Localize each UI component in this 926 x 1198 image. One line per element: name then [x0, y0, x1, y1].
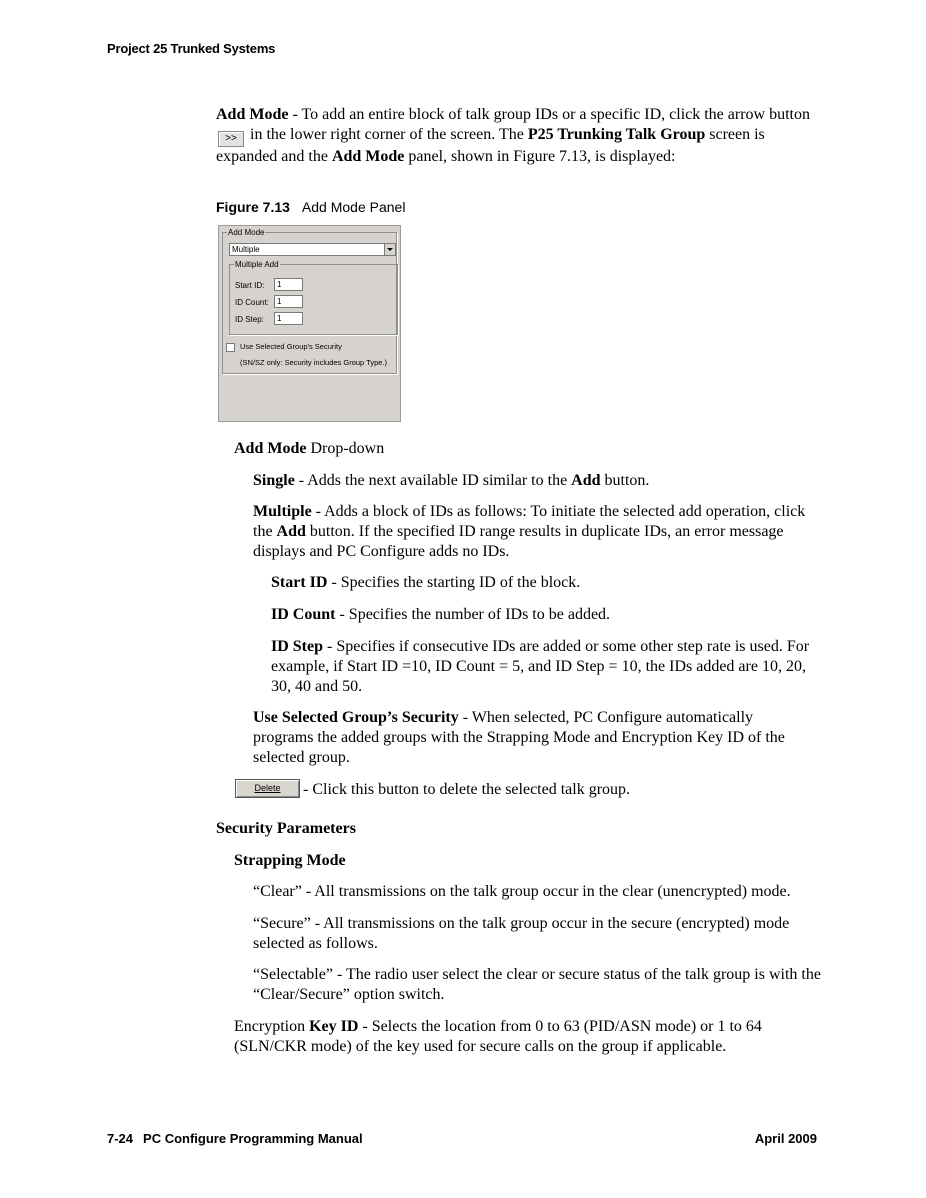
start-id-label: Start ID: [235, 281, 265, 290]
intro-paragraph: Add Mode - To add an entire block of talk group IDs or a specific ID, click the arrow button >> in the lower right corner of the screen. The P25 Trunking Talk Group screen is expanded and the Add Mode panel, shown in Figure 7.13, is displayed: [216, 106, 810, 165]
running-header: Project 25 Trunked Systems [107, 41, 276, 56]
security-parameters-heading: Security Parameters [216, 820, 356, 837]
footer-left [107, 1131, 363, 1146]
multiple-paragraph: Multiple - Adds a block of IDs as follows: To initiate the selected add operation, click the Add button. If the specified ID range results in duplicate IDs, an error message displays and PC Configure adds no IDs. [253, 503, 806, 560]
footer-date: April 2009 [754, 1131, 817, 1146]
add-mode-groupbox [222, 228, 397, 374]
id-step-paragraph: ID Step - Specifies if consecutive IDs are added or some other step rate is used. For example, if Start ID =10, ID Count = 5, and ID Step = 10, the IDs added are 10, 20, 30, 40 and 50. [271, 638, 810, 695]
page-number: 7-24 [107, 1131, 134, 1146]
use-selected-group-security-checkbox[interactable] [226, 343, 235, 352]
manual-title: PC Configure Programming Manual [143, 1131, 363, 1146]
security-note: (SN/SZ only: Security includes Group Type.) [240, 358, 388, 367]
encryption-key-id-paragraph: Encryption Key ID - Selects the location from 0 to 63 (PID/ASN mode) or 1 to 64 (SLN/CKR mode) of the key used for secure calls on the group if applicable. [234, 1018, 762, 1055]
delete-description: - Click this button to delete the selected talk group. [303, 781, 631, 798]
strapping-mode-heading: Strapping Mode [234, 852, 346, 869]
single-paragraph: Single - Adds the next available ID similar to the Add button. [253, 472, 650, 489]
id-step-input[interactable]: 1 [274, 312, 303, 325]
add-mode-dropdown[interactable] [229, 243, 396, 256]
secure-paragraph: “Secure” - All transmissions on the talk group occur in the secure (encrypted) mode selected as follows. [253, 915, 790, 952]
use-selected-group-security-paragraph: Use Selected Group’s Security - When selected, PC Configure automatically programs the added groups with the Strapping Mode and Encryption Key ID of the selected group. [253, 709, 785, 766]
use-selected-group-security-label: Use Selected Group's Security [240, 342, 342, 351]
multiple-add-groupbox [229, 260, 398, 335]
add-mode-panel [218, 225, 401, 422]
expand-arrow-button[interactable]: >> [218, 131, 244, 147]
figure-caption [216, 199, 405, 215]
selectable-paragraph: “Selectable” - The radio user select the clear or secure status of the talk group is with the “Clear/Secure” option switch. [253, 966, 821, 1003]
add-mode-selected-value: Multiple [232, 245, 260, 254]
id-count-paragraph: ID Count - Specifies the number of IDs to be added. [271, 606, 611, 623]
clear-paragraph: “Clear” - All transmissions on the talk group occur in the clear (unencrypted) mode. [253, 883, 791, 900]
add-mode-group-label: Add Mode [228, 228, 265, 237]
id-step-label: ID Step: [235, 315, 264, 324]
add-mode-dropdown-heading: Add Mode Drop-down [234, 440, 385, 457]
figure-title: Add Mode Panel [301, 199, 406, 215]
start-id-paragraph: Start ID - Specifies the starting ID of the block. [271, 574, 581, 591]
multiple-add-label: Multiple Add [235, 260, 279, 269]
term-add-mode: Add Mode [216, 106, 289, 123]
chevron-down-icon[interactable] [384, 244, 395, 255]
id-count-label: ID Count: [235, 298, 269, 307]
figure-number: Figure 7.13 [216, 199, 290, 215]
id-count-input[interactable]: 1 [274, 295, 303, 308]
delete-button[interactable]: Delete [235, 779, 300, 798]
start-id-input[interactable]: 1 [274, 278, 303, 291]
